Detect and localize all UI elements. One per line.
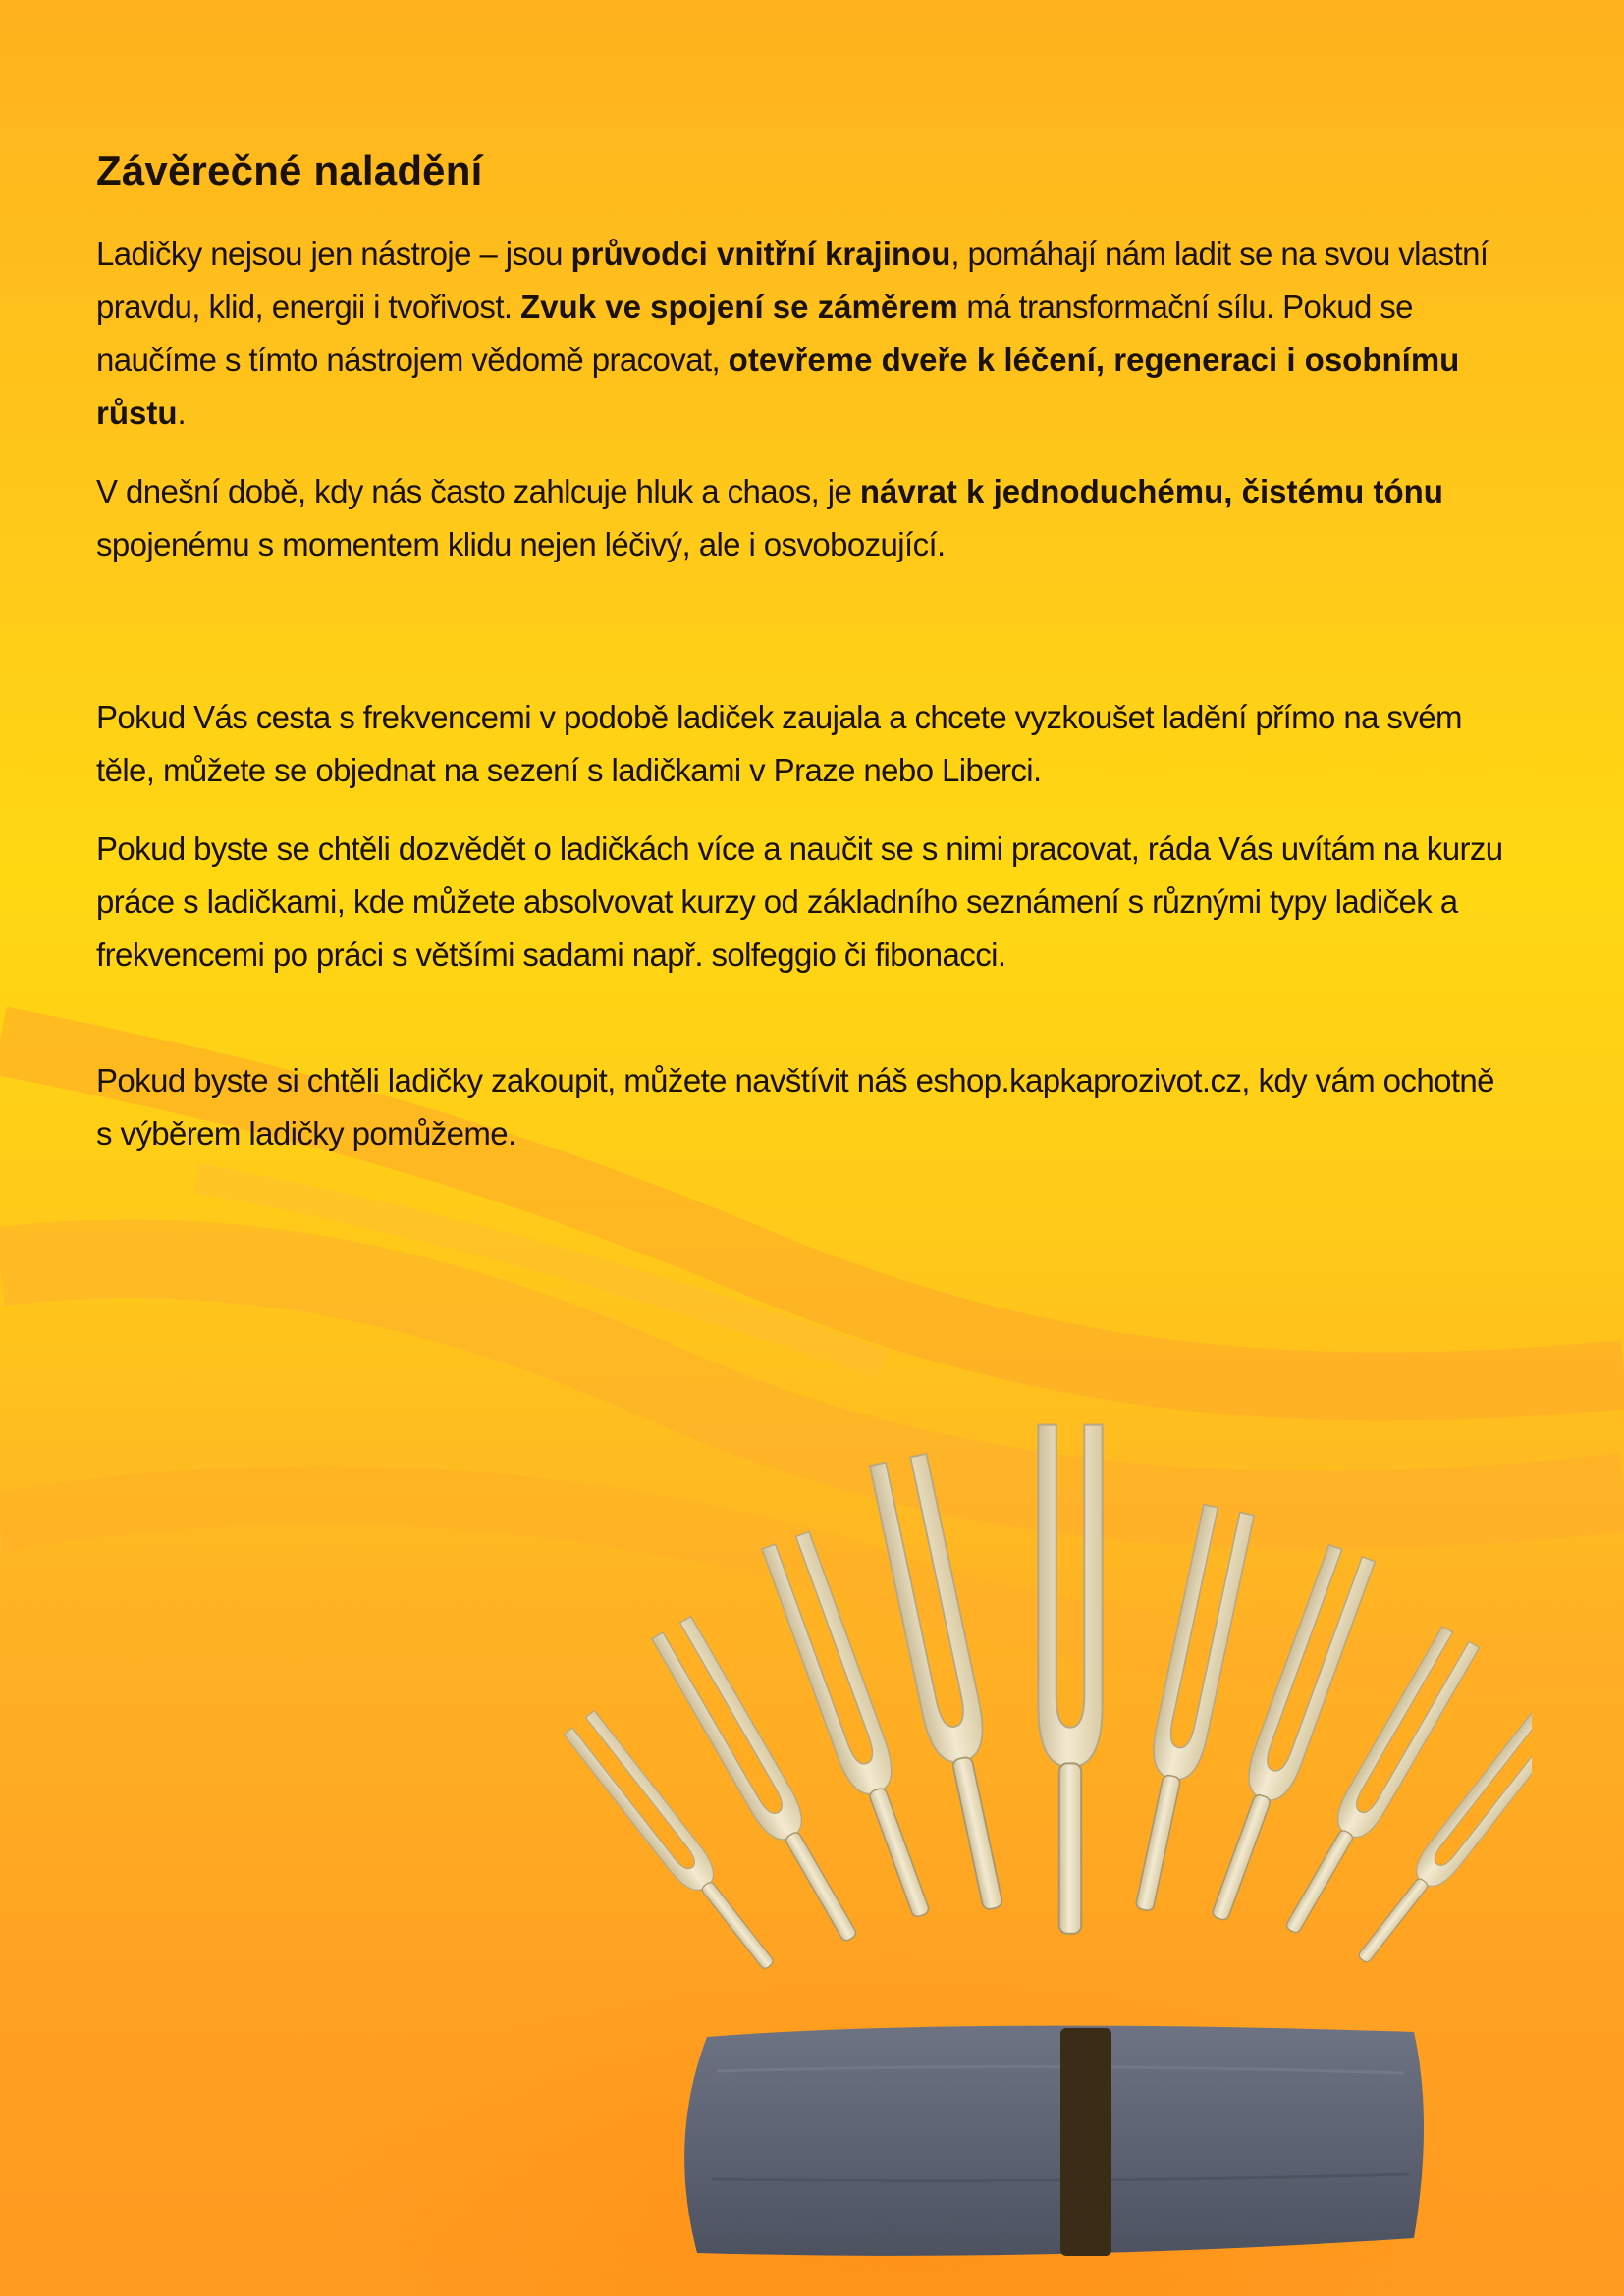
fork-3 (762, 1532, 946, 1924)
text-span: Ladičky nejsou jen nástroje – jsou (96, 236, 571, 272)
text-span: spojenému s momentem klidu nejen léčivý, ale i osvobozující. (96, 526, 946, 562)
text-span: V dnešní době, kdy nás často zahlcuje hluk a chaos, je (96, 473, 860, 509)
paragraph-intro (96, 228, 1510, 440)
paragraph-eshop: Pokud byste si chtěli ladičky zakoupit, můžete navštívit náš eshop.kapkaprozivot.cz, kdy vám ochotně s výběrem ladičky pomůžeme. (96, 1062, 1494, 1151)
text-span: . (177, 395, 187, 431)
paragraph-session: Pokud Vás cesta s frekvencemi v podobě ladiček zaujala a chcete vyzkoušet ladění přímo na svém těle, můžete se objednat na sezení s ladičkami v Praze nebo Liberci. (96, 699, 1462, 788)
fork-1 (564, 1711, 785, 1979)
tuning-forks-image (550, 1296, 1532, 2277)
fork-8 (1272, 1627, 1479, 1942)
bold-span: průvodci vnitřní krajinou (570, 236, 951, 272)
spacer (96, 1007, 1510, 1054)
bold-span: otevřeme dveře k léčení, regeneraci i osobnímu růstu (96, 342, 1460, 431)
text-span: , pomáhají nám ladit se na svou vlastní pravdu, klid, energii i tvořivost. (96, 236, 1489, 325)
bold-span: Zvuk ve spojení se záměrem (520, 289, 958, 325)
bold-span: návrat k jednoduchému, čistému tónu (859, 473, 1443, 509)
paragraph-course: Pokud byste se chtěli dozvědět o ladičkách více a naučit se s nimi pracovat, ráda Vás uvítám na kurzu práce s ladičkami, kde můžete absolvovat kurzy od základního seznámení s různými typy ladiček a frekvencemi po práci s většími sadami např. solfeggio či fibonacci. (96, 830, 1503, 973)
text-span: má transformační sílu. Pokud se naučíme s tímto nástrojem vědomě pracovat, (96, 289, 1413, 378)
page-title: Závěrečné naladění (96, 147, 483, 193)
pouch-strap (1060, 2028, 1111, 2256)
spacer (96, 597, 1510, 691)
text-content (96, 147, 1510, 1186)
paragraph-today (96, 465, 1510, 571)
fork-2 (652, 1617, 871, 1950)
pouch (684, 2026, 1424, 2256)
fork-5 (1038, 1425, 1102, 1934)
